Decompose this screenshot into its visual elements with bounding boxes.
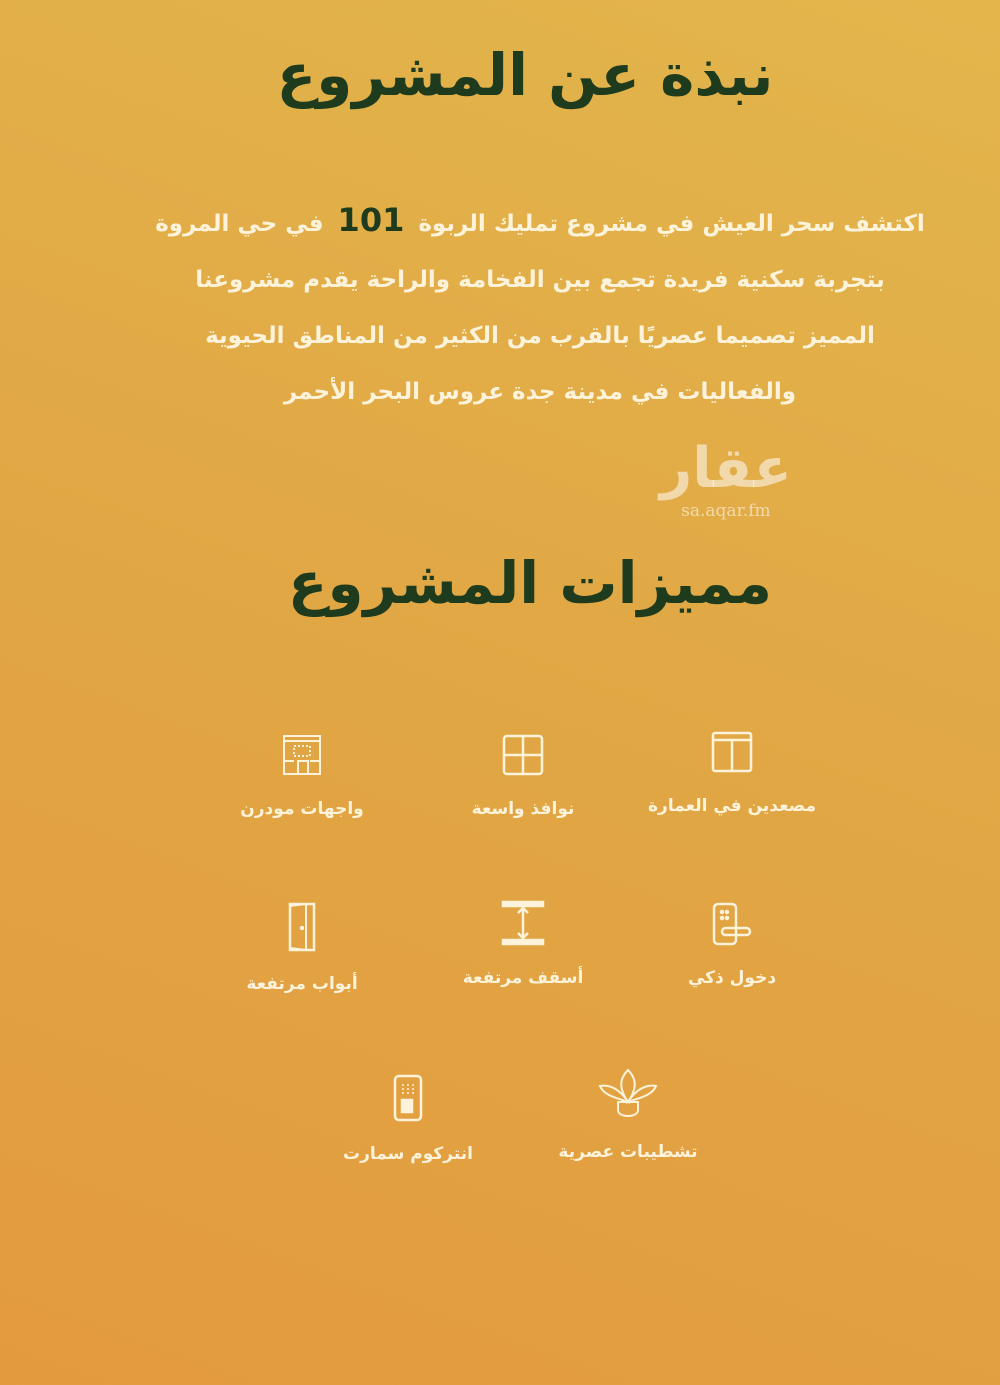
plant-icon	[598, 1068, 658, 1120]
building-icon	[280, 733, 324, 777]
door-icon	[284, 902, 320, 952]
about-paragraph	[120, 192, 960, 420]
about-title: نبذة عن المشروع	[276, 41, 774, 109]
intercom-icon	[392, 1074, 424, 1122]
feature-high-doors: أبواب مرتفعة	[192, 902, 412, 994]
feature-modern-finishes: تشطيبات عصرية	[518, 1068, 738, 1162]
ceiling-height-icon	[501, 900, 545, 946]
feature-windows: نوافذ واسعة	[413, 733, 633, 819]
elevator-icon	[710, 730, 754, 774]
feature-smart-entry: دخول ذكي	[622, 902, 842, 988]
about-line1-a: اكتشف سحر العيش في مشروع تمليك الربوة	[418, 211, 925, 237]
about-line2: بتجربة سكنية فريدة تجمع بين الفخامة والراحة يقدم مشروعنا	[195, 267, 885, 293]
about-line1-b: في حي المروة	[155, 211, 324, 237]
feature-elevators: مصعدين في العمارة	[622, 730, 842, 816]
project-number: 101	[337, 201, 405, 239]
about-line4: والفعاليات في مدينة جدة عروس البحر الأحمر	[283, 379, 797, 405]
smart-lock-icon	[708, 902, 756, 946]
feature-facades: واجهات مودرن	[192, 733, 412, 819]
watermark	[660, 438, 792, 522]
watermark-url: sa.aqar.fm	[681, 501, 771, 521]
watermark-logo: عقار	[660, 436, 792, 501]
feature-high-ceilings: أسقف مرتفعة	[413, 900, 633, 988]
feature-smart-intercom: انتركوم سمارت	[298, 1074, 518, 1164]
features-title: مميزات المشروع	[287, 549, 773, 617]
window-icon	[501, 733, 545, 777]
about-line3: المميز تصميما عصريًا بالقرب من الكثير من المناطق الحيوية	[205, 323, 875, 349]
